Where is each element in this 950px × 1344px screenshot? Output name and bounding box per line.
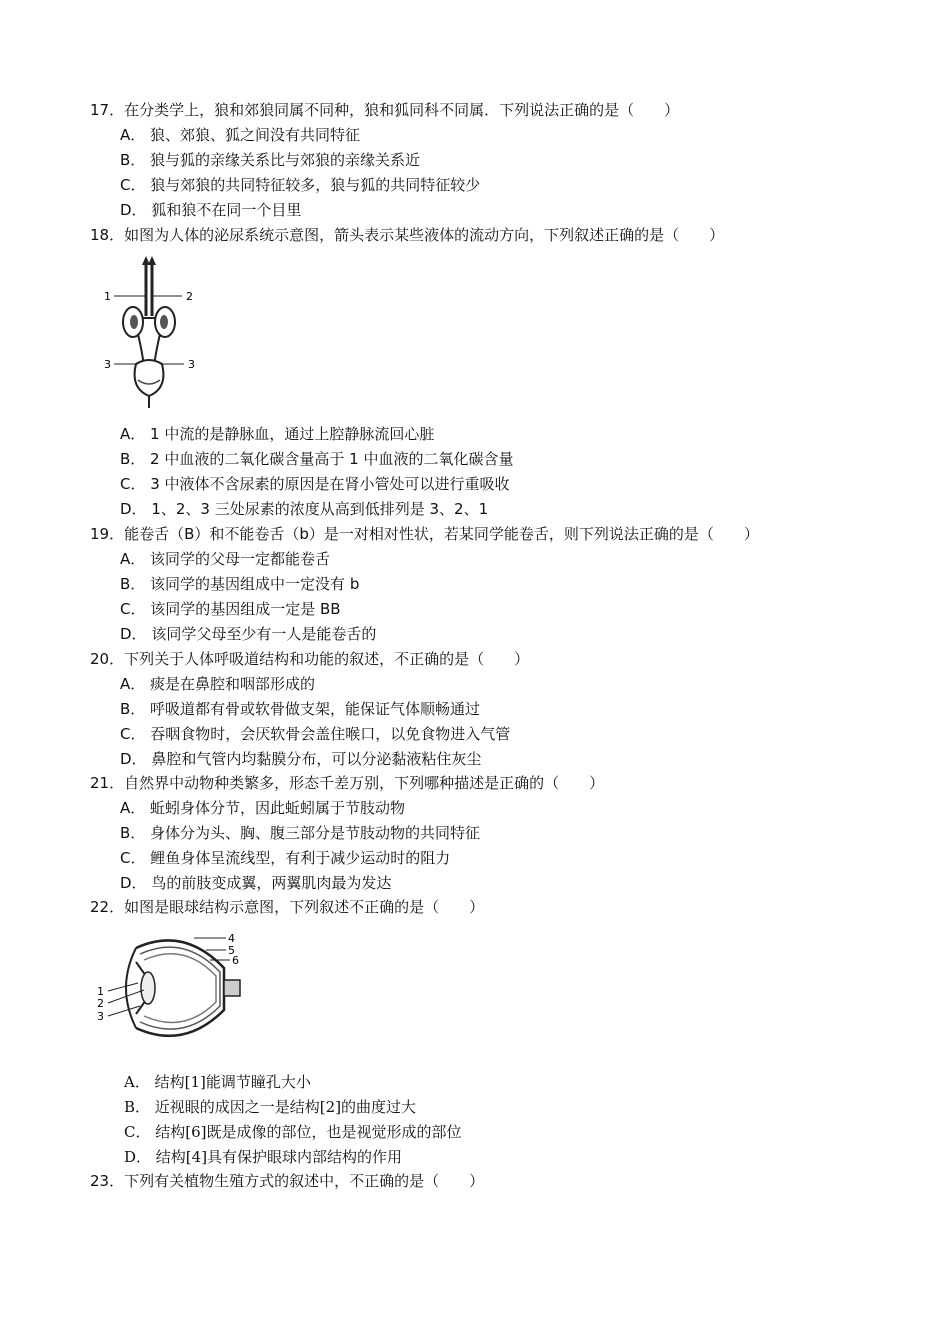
question-19-option-a: A． 该同学的父母一定都能卷舌 <box>120 550 331 568</box>
question-22-option-d: D． 结构[4]具有保护眼球内部结构的作用 <box>124 1148 403 1166</box>
question-17-option-b: B． 狼与狐的亲缘关系比与郊狼的亲缘关系近 <box>120 151 421 169</box>
question-18-option-c: C． 3 中液体不含尿素的原因是在肾小管处可以进行重吸收 <box>120 475 510 493</box>
question-22-option-b: B． 近视眼的成因之一是结构[2]的曲度过大 <box>124 1098 417 1116</box>
question-23-stem: 23．下列有关植物生殖方式的叙述中，不正确的是（ ） <box>90 1172 485 1190</box>
question-22-stem: 22．如图是眼球结构示意图，下列叙述不正确的是（ ） <box>90 898 485 916</box>
question-21-option-c: C． 鲤鱼身体呈流线型，有利于减少运动时的阻力 <box>120 849 451 867</box>
question-22-option-a: A． 结构[1]能调节瞳孔大小 <box>124 1073 311 1091</box>
eye-label-1: 1 <box>97 985 104 998</box>
question-20-option-c: C． 吞咽食物时，会厌软骨会盖住喉口，以免食物进入气管 <box>120 725 511 743</box>
question-19-stem: 19．能卷舌（B）和不能卷舌（b）是一对相对性状，若某同学能卷舌，则下列说法正确的是（ ） <box>90 525 759 543</box>
question-18-option-a: A． 1 中流的是静脉血，通过上腔静脉流回心脏 <box>120 425 435 443</box>
eye-label-2: 2 <box>97 997 104 1010</box>
question-17-option-a: A． 狼、郊狼、狐之间没有共同特征 <box>120 126 361 144</box>
question-18-option-d: D． 1、2、3 三处尿素的浓度从高到低排列是 3、2、1 <box>120 500 489 518</box>
question-20-option-b: B． 呼吸道都有骨或软骨做支架，能保证气体顺畅通过 <box>120 700 481 718</box>
urinary-label-1: 1 <box>104 290 111 303</box>
question-21-option-a: A． 蚯蚓身体分节，因此蚯蚓属于节肢动物 <box>120 799 406 817</box>
question-19-option-c: C． 该同学的基因组成一定是 BB <box>120 600 341 618</box>
question-22-option-c: C． 结构[6]既是成像的部位，也是视觉形成的部位 <box>124 1123 462 1141</box>
question-19-option-b: B． 该同学的基因组成中一定没有 b <box>120 575 360 593</box>
question-20-option-a: A． 痰是在鼻腔和咽部形成的 <box>120 675 316 693</box>
eye-label-6: 6 <box>232 954 239 967</box>
urinary-label-2: 2 <box>186 290 193 303</box>
question-21-stem: 21．自然界中动物种类繁多，形态千差万别，下列哪种描述是正确的（ ） <box>90 774 605 792</box>
urinary-system-figure <box>100 256 210 411</box>
eyeball-figure <box>94 928 244 1048</box>
question-20-stem: 20．下列关于人体呼吸道结构和功能的叙述，不正确的是（ ） <box>90 650 530 668</box>
question-17-option-c: C． 狼与郊狼的共同特征较多，狼与狐的共同特征较少 <box>120 176 481 194</box>
question-20-option-d: D． 鼻腔和气管内均黏膜分布，可以分泌黏液粘住灰尘 <box>120 750 482 768</box>
question-18-stem: 18．如图为人体的泌尿系统示意图，箭头表示某些液体的流动方向，下列叙述正确的是（ ） <box>90 226 725 244</box>
question-17-stem: 17．在分类学上，狼和郊狼同属不同种，狼和狐同科不同属．下列说法正确的是（ ） <box>90 101 680 119</box>
eye-label-4: 4 <box>228 932 235 945</box>
question-18-option-b: B． 2 中血液的二氧化碳含量高于 1 中血液的二氧化碳含量 <box>120 450 514 468</box>
question-21-option-d: D． 鸟的前肢变成翼，两翼肌肉最为发达 <box>120 874 392 892</box>
question-21-option-b: B． 身体分为头、胸、腹三部分是节肢动物的共同特征 <box>120 824 481 842</box>
urinary-label-3-left: 3 <box>104 358 111 371</box>
question-17-option-d: D． 狐和狼不在同一个目里 <box>120 201 302 219</box>
question-19-option-d: D． 该同学父母至少有一人是能卷舌的 <box>120 625 377 643</box>
eye-label-5: 5 <box>228 944 235 957</box>
eye-label-3: 3 <box>97 1010 104 1023</box>
urinary-label-3-right: 3 <box>188 358 195 371</box>
